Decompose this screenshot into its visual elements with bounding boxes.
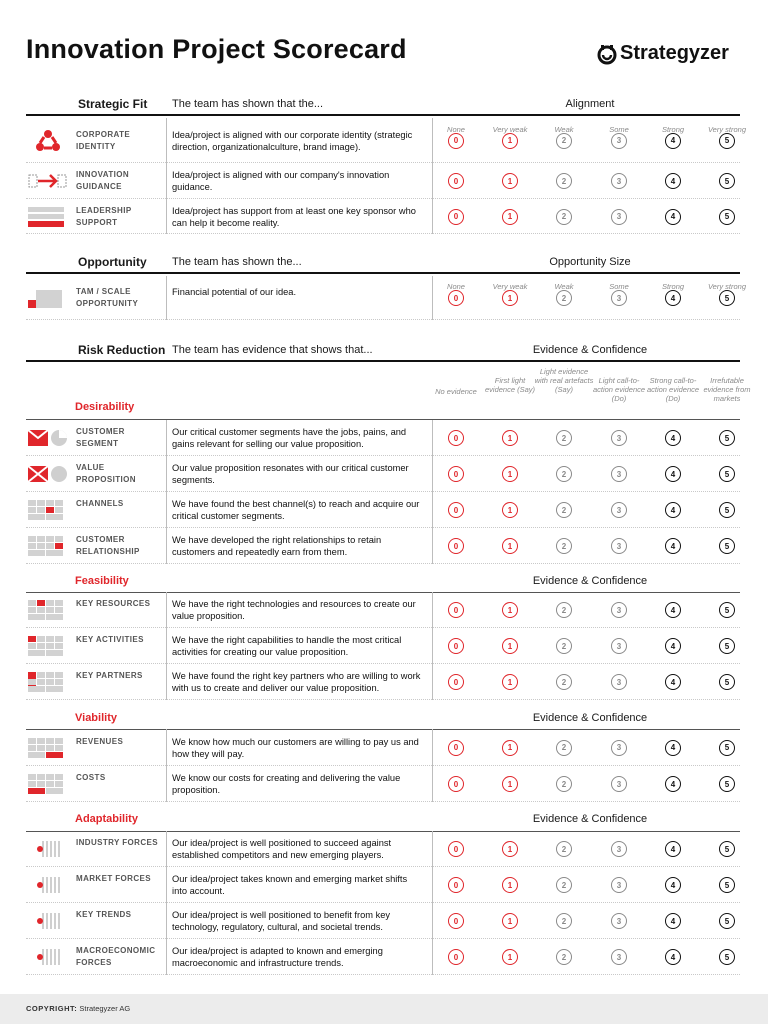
row-divider [432, 903, 433, 939]
score-option-4[interactable]: 4 [665, 674, 681, 690]
section-desc-risk-reduction: The team has evidence that shows that... [172, 344, 373, 356]
row-label: REVENUES [76, 736, 124, 746]
row-divider [432, 664, 433, 700]
score-option-1[interactable]: 1 [502, 877, 518, 893]
score-option-4[interactable]: 4 [665, 913, 681, 929]
row-divider [166, 831, 167, 867]
score-option-4[interactable]: 4 [665, 776, 681, 792]
row-divider [432, 276, 433, 320]
scorecard-row [26, 766, 740, 802]
score-option-3[interactable]: 3 [611, 466, 627, 482]
row-divider [432, 592, 433, 628]
score-option-1[interactable]: 1 [502, 466, 518, 482]
score-option-5[interactable]: 5 [719, 674, 735, 690]
score-option-5[interactable]: 5 [719, 538, 735, 554]
score-option-5[interactable]: 5 [719, 776, 735, 792]
score-option-1[interactable]: 1 [502, 133, 518, 149]
channels-icon [26, 498, 70, 522]
customer-segment-icon [26, 426, 70, 450]
rating-level-label: Very strong [707, 125, 747, 134]
score-option-1[interactable]: 1 [502, 913, 518, 929]
score-option-2[interactable]: 2 [556, 674, 572, 690]
row-divider [432, 766, 433, 802]
score-option-1[interactable]: 1 [502, 430, 518, 446]
rating-level-label: No evidence [435, 387, 477, 396]
row-divider [432, 420, 433, 456]
value-proposition-icon [26, 462, 70, 486]
score-option-1[interactable]: 1 [502, 841, 518, 857]
score-option-0[interactable]: 0 [448, 538, 464, 554]
score-option-0[interactable]: 0 [448, 740, 464, 756]
rating-level-label: Very strong [707, 282, 747, 291]
scorecard-row [26, 118, 740, 163]
score-option-0[interactable]: 0 [448, 674, 464, 690]
score-option-5[interactable]: 5 [719, 602, 735, 618]
row-divider [432, 729, 433, 766]
score-option-0[interactable]: 0 [448, 430, 464, 446]
score-option-1[interactable]: 1 [502, 638, 518, 654]
corporate-identity-icon [26, 129, 70, 153]
scorecard-row [26, 729, 740, 766]
group-rating-title: Evidence & Confidence [532, 712, 648, 724]
score-option-0[interactable]: 0 [448, 638, 464, 654]
score-option-3[interactable]: 3 [611, 841, 627, 857]
row-description: We have the right technologies and resources to create our value proposition. [172, 599, 416, 621]
tam-scale-icon [26, 286, 70, 310]
scorecard-row [26, 276, 740, 320]
group-title: Viability [75, 712, 117, 724]
row-divider [432, 528, 433, 564]
score-option-0[interactable]: 0 [448, 290, 464, 306]
row-divider [432, 867, 433, 903]
row-label: KEY TRENDS [76, 910, 132, 919]
score-option-5[interactable]: 5 [719, 290, 735, 306]
rating-title-opportunity-size: Opportunity Size [549, 256, 631, 268]
row-divider [432, 492, 433, 528]
score-option-1[interactable]: 1 [502, 602, 518, 618]
section-title-strategic-fit: Strategic Fit [78, 97, 148, 111]
row-label: MARKET FORCES [76, 874, 151, 883]
group-title: Feasibility [75, 575, 129, 587]
industry-forces-icon [26, 837, 70, 861]
score-option-1[interactable]: 1 [502, 776, 518, 792]
score-option-0[interactable]: 0 [448, 466, 464, 482]
section-desc-opportunity: The team has shown the... [172, 256, 302, 268]
rating-title-evidence: Evidence & Confidence [532, 344, 648, 356]
score-option-2[interactable]: 2 [556, 638, 572, 654]
scorecard-row [26, 163, 740, 199]
score-option-0[interactable]: 0 [448, 602, 464, 618]
row-divider [432, 163, 433, 199]
rating-level-label: Weak [554, 125, 574, 134]
row-divider [166, 528, 167, 564]
score-option-0[interactable]: 0 [448, 776, 464, 792]
score-option-4[interactable]: 4 [665, 949, 681, 965]
row-label: CHANNELS [76, 499, 124, 508]
rating-level-label: Strong [661, 125, 685, 134]
row-label: TAM / SCALE OPPORTUNITY [76, 287, 139, 308]
score-option-1[interactable]: 1 [502, 502, 518, 518]
score-option-5[interactable]: 5 [719, 638, 735, 654]
footer-text: Strategyzer AG [79, 1004, 131, 1013]
row-divider [166, 199, 167, 234]
score-option-2[interactable]: 2 [556, 209, 572, 225]
score-option-4[interactable]: 4 [665, 538, 681, 554]
score-option-2[interactable]: 2 [556, 877, 572, 893]
row-divider [432, 199, 433, 234]
group-rating-title: Evidence & Confidence [532, 813, 648, 825]
score-option-2[interactable]: 2 [556, 949, 572, 965]
row-label: KEY ACTIVITIES [76, 635, 144, 644]
scorecard-row [26, 199, 740, 234]
score-option-3[interactable]: 3 [611, 877, 627, 893]
row-divider [166, 729, 167, 766]
scorecard-row [26, 628, 740, 664]
row-description: Idea/project is aligned with our company's innovation guidance. [172, 170, 390, 192]
rating-title-alignment: Alignment [565, 98, 615, 110]
row-separator [26, 801, 740, 802]
rating-level-label: Some [609, 125, 629, 134]
row-label: KEY RESOURCES [76, 599, 151, 608]
row-label: VALUE PROPOSITION [76, 463, 136, 484]
score-option-5[interactable]: 5 [719, 502, 735, 518]
rating-level-label: Strong call-to-action evidence (Do) [646, 376, 700, 403]
score-option-3[interactable]: 3 [611, 538, 627, 554]
score-option-0[interactable]: 0 [448, 949, 464, 965]
score-option-2[interactable]: 2 [556, 538, 572, 554]
score-option-3[interactable]: 3 [611, 133, 627, 149]
row-divider [432, 456, 433, 492]
row-divider [166, 420, 167, 456]
row-divider [166, 118, 167, 163]
score-option-4[interactable]: 4 [665, 841, 681, 857]
footer-label: COPYRIGHT: [26, 1004, 78, 1013]
row-divider [432, 628, 433, 664]
row-divider [166, 456, 167, 492]
score-option-0[interactable]: 0 [448, 913, 464, 929]
score-option-4[interactable]: 4 [665, 133, 681, 149]
score-option-2[interactable]: 2 [556, 841, 572, 857]
score-option-2[interactable]: 2 [556, 430, 572, 446]
score-option-2[interactable]: 2 [556, 502, 572, 518]
score-option-0[interactable]: 0 [448, 502, 464, 518]
section-title-risk-reduction: Risk Reduction [78, 343, 166, 357]
row-divider [166, 628, 167, 664]
row-divider [166, 163, 167, 199]
score-option-5[interactable]: 5 [719, 841, 735, 857]
score-option-4[interactable]: 4 [665, 173, 681, 189]
section-rule [26, 114, 740, 116]
row-label: CUSTOMER SEGMENT [76, 427, 125, 448]
score-option-4[interactable]: 4 [665, 290, 681, 306]
score-option-3[interactable]: 3 [611, 430, 627, 446]
score-option-1[interactable]: 1 [502, 173, 518, 189]
score-option-4[interactable]: 4 [665, 740, 681, 756]
row-label: CUSTOMER RELATIONSHIP [76, 535, 140, 556]
row-description: We know our costs for creating and delivering the value proposition. [172, 773, 401, 795]
scorecard-row [26, 492, 740, 528]
scorecard-row [26, 903, 740, 939]
score-option-4[interactable]: 4 [665, 466, 681, 482]
score-option-5[interactable]: 5 [719, 209, 735, 225]
score-option-0[interactable]: 0 [448, 877, 464, 893]
row-label: KEY PARTNERS [76, 671, 143, 680]
row-description: We have found the best channel(s) to reach and acquire our critical customer segments. [172, 499, 420, 521]
score-option-3[interactable]: 3 [611, 776, 627, 792]
score-option-1[interactable]: 1 [502, 209, 518, 225]
score-option-3[interactable]: 3 [611, 602, 627, 618]
score-option-1[interactable]: 1 [502, 538, 518, 554]
score-option-0[interactable]: 0 [448, 209, 464, 225]
score-option-2[interactable]: 2 [556, 466, 572, 482]
row-description: Our idea/project takes known and emerging market shifts into account. [172, 874, 408, 896]
leadership-support-icon [26, 205, 70, 229]
scorecard-row [26, 664, 740, 700]
rating-level-label: Light evidence with real artefacts (Say) [534, 367, 594, 394]
score-option-2[interactable]: 2 [556, 133, 572, 149]
score-option-0[interactable]: 0 [448, 133, 464, 149]
group-title: Adaptability [75, 813, 138, 825]
score-option-3[interactable]: 3 [611, 173, 627, 189]
row-divider [432, 118, 433, 163]
score-option-2[interactable]: 2 [556, 173, 572, 189]
market-forces-icon [26, 873, 70, 897]
brand-logo [596, 42, 729, 65]
strategyzer-logo-icon [596, 43, 618, 65]
row-label: INNOVATION GUIDANCE [76, 170, 130, 191]
macroeconomic-forces-icon [26, 945, 70, 969]
score-option-5[interactable]: 5 [719, 949, 735, 965]
row-description: Our idea/project is well positioned to benefit from key technology, regulatory, cultural, and societal trends. [172, 910, 391, 932]
row-divider [166, 903, 167, 939]
score-option-0[interactable]: 0 [448, 173, 464, 189]
rating-level-label: Irrefutable evidence from markets [703, 376, 751, 403]
section-title-opportunity: Opportunity [78, 255, 147, 269]
score-option-2[interactable]: 2 [556, 290, 572, 306]
score-option-1[interactable]: 1 [502, 674, 518, 690]
score-option-4[interactable]: 4 [665, 430, 681, 446]
innovation-guidance-icon [26, 169, 70, 193]
score-option-3[interactable]: 3 [611, 502, 627, 518]
score-option-4[interactable]: 4 [665, 209, 681, 225]
scorecard-row [26, 867, 740, 903]
score-option-3[interactable]: 3 [611, 209, 627, 225]
row-description: Our idea/project is adapted to known and emerging macroeconomic and infrastructure trends. [172, 946, 383, 968]
score-option-2[interactable]: 2 [556, 776, 572, 792]
score-option-3[interactable]: 3 [611, 949, 627, 965]
score-option-5[interactable]: 5 [719, 466, 735, 482]
score-option-1[interactable]: 1 [502, 740, 518, 756]
row-divider [432, 939, 433, 975]
customer-relationship-icon [26, 534, 70, 558]
group-title: Desirability [75, 401, 135, 413]
score-option-2[interactable]: 2 [556, 913, 572, 929]
score-option-5[interactable]: 5 [719, 740, 735, 756]
row-description: Our value proposition resonates with our critical customer segments. [172, 463, 409, 485]
score-option-4[interactable]: 4 [665, 602, 681, 618]
row-label: INDUSTRY FORCES [76, 838, 159, 847]
rating-level-label: None [447, 282, 465, 291]
scorecard-row [26, 420, 740, 456]
score-option-1[interactable]: 1 [502, 949, 518, 965]
row-label: COSTS [76, 773, 106, 782]
row-separator [26, 233, 740, 234]
score-option-3[interactable]: 3 [611, 913, 627, 929]
row-divider [166, 592, 167, 628]
section-rule [26, 272, 740, 274]
row-label: MACROECONOMIC FORCES [76, 946, 156, 967]
score-option-4[interactable]: 4 [665, 877, 681, 893]
row-separator [26, 974, 740, 975]
row-divider [166, 492, 167, 528]
score-option-5[interactable]: 5 [719, 913, 735, 929]
row-label: LEADERSHIP SUPPORT [76, 205, 132, 227]
scorecard-row [26, 939, 740, 975]
brand-name: Strategyzer [620, 42, 729, 64]
score-option-3[interactable]: 3 [611, 740, 627, 756]
row-separator [26, 319, 740, 320]
row-divider [166, 867, 167, 903]
rating-level-label: Very weak [492, 282, 528, 291]
row-description: We have the right capabilities to handle the most critical activities for creating our value proposition. [172, 635, 402, 657]
row-description: We have found the right key partners who are willing to work with us to create and deliver our value proposition. [172, 671, 421, 693]
scorecard-row [26, 456, 740, 492]
rating-level-label: Strong [661, 282, 685, 291]
key-partners-icon [26, 670, 70, 694]
score-option-5[interactable]: 5 [719, 430, 735, 446]
score-option-3[interactable]: 3 [611, 290, 627, 306]
row-description: Financial potential of our idea. [172, 287, 297, 297]
row-description: We know how much our customers are willing to pay us and how they will pay. [172, 736, 419, 759]
score-option-5[interactable]: 5 [719, 133, 735, 149]
score-option-2[interactable]: 2 [556, 602, 572, 618]
costs-icon [26, 772, 70, 796]
row-description: Our idea/project is well positioned to succeed against established competitors and new emerging players. [172, 838, 392, 860]
key-trends-icon [26, 909, 70, 933]
score-option-4[interactable]: 4 [665, 502, 681, 518]
rating-level-label: Very weak [492, 125, 528, 134]
row-separator [26, 699, 740, 700]
row-description: Idea/project is aligned with our corporate identity (strategic direction, organizationalculture, brand image). [172, 129, 413, 152]
score-option-5[interactable]: 5 [719, 877, 735, 893]
score-option-0[interactable]: 0 [448, 841, 464, 857]
rating-level-label: Light call-to-action evidence (Do) [592, 376, 646, 403]
row-description: Idea/project has support from at least one key sponsor who can help it become reality. [172, 205, 416, 228]
score-option-3[interactable]: 3 [611, 638, 627, 654]
score-option-5[interactable]: 5 [719, 173, 735, 189]
key-activities-icon [26, 634, 70, 658]
rating-level-label: None [447, 125, 465, 134]
group-rating-title: Evidence & Confidence [532, 575, 648, 587]
scorecard-row [26, 592, 740, 628]
score-option-3[interactable]: 3 [611, 674, 627, 690]
row-separator [26, 563, 740, 564]
rating-level-label: Some [609, 282, 629, 291]
scorecard-row [26, 528, 740, 564]
row-divider [166, 664, 167, 700]
scorecard-row [26, 831, 740, 867]
row-description: Our critical customer segments have the jobs, pains, and gains relevant for selling our value proposition. [172, 427, 407, 449]
row-label: CORPORATE IDENTITY [76, 129, 131, 151]
key-resources-icon [26, 598, 70, 622]
score-option-1[interactable]: 1 [502, 290, 518, 306]
row-divider [166, 276, 167, 320]
row-divider [432, 831, 433, 867]
footer [0, 994, 768, 1024]
rating-level-label: Weak [554, 282, 574, 291]
row-divider [166, 939, 167, 975]
section-desc-strategic-fit: The team has shown that the... [172, 98, 324, 110]
section-rule [26, 360, 740, 362]
score-option-4[interactable]: 4 [665, 638, 681, 654]
page-title: Innovation Project Scorecard [26, 34, 407, 64]
row-description: We have developed the right relationships to retain customers and repeatedly earn from them. [172, 535, 382, 557]
row-divider [166, 766, 167, 802]
rating-level-label: First light evidence (Say) [484, 376, 536, 394]
score-option-2[interactable]: 2 [556, 740, 572, 756]
revenues-icon [26, 736, 70, 760]
